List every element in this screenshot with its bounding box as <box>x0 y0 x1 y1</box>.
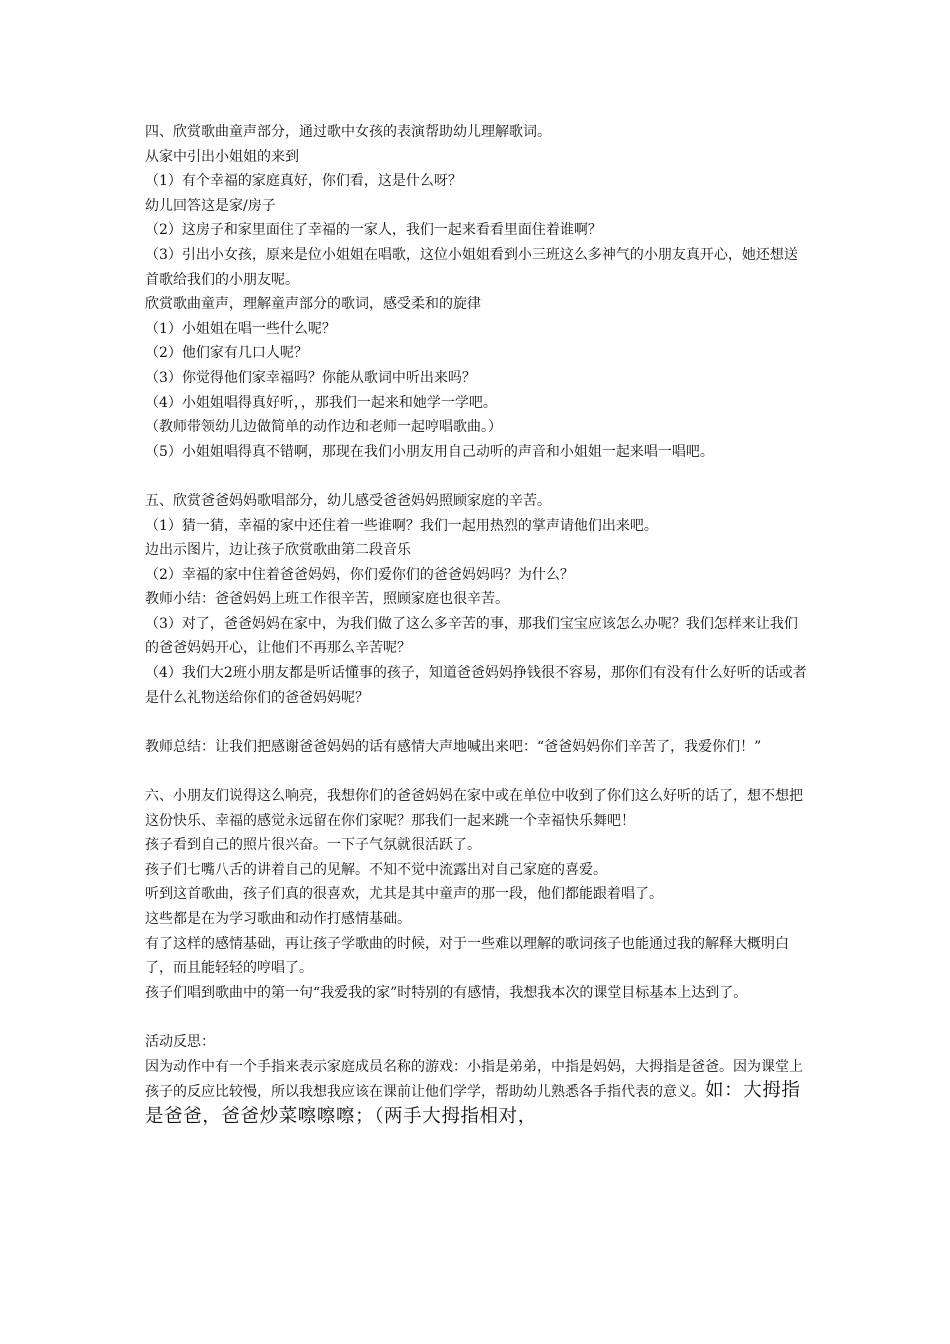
paragraph: 教师小结：爸爸妈妈上班工作很辛苦，照顾家庭也很辛苦。 <box>145 591 509 608</box>
section5-heading: 五、欣赏爸爸妈妈歌唱部分，幼儿感受爸爸妈妈照顾家庭的辛苦。 <box>145 492 551 509</box>
paragraph: （3）引出小女孩，原来是位小姐姐在唱歌，这位小姐姐看到小三班这么多神气的小朋友真开心，她还想送首歌给我们的小朋友呢。 <box>145 246 798 288</box>
blank-line <box>145 759 810 784</box>
paragraph: （4）小姐姐唱得真好听，，那我们一起来和她学一学吧。 <box>145 394 497 411</box>
paragraph: （1）有个幸福的家庭真好，你们看，这是什么呀？ <box>145 173 462 190</box>
paragraph: （5）小姐姐唱得真不错啊，那现在我们小朋友用自己动听的声音和小姐姐一起来唱一唱吧。 <box>145 443 714 460</box>
paragraph: （2）这房子和家里面住了幸福的一家人，我们一起来看看里面住着谁啊？ <box>145 222 602 239</box>
paragraph: （2）他们家有几口人呢？ <box>145 345 308 362</box>
document-body <box>145 120 810 1130</box>
reflection-heading: 活动反思： <box>145 1033 215 1050</box>
reflection-text: 因为动作中有一个手指来表示家庭成员名称的游戏：小指是弟弟，中指是妈妈，大拇指是爸爸。因为课堂上孩子的反应比较慢，所以我想我应该在课前让他们学学，帮助幼儿熟悉各手 <box>145 1058 803 1101</box>
reflection-text-end: 指代表的意义。 <box>607 1084 705 1101</box>
blank-line <box>145 1005 810 1030</box>
section4-heading: 四、欣赏歌曲童声部分，通过歌中女孩的表演帮助幼儿理解歌词。 <box>145 124 551 140</box>
paragraph <box>145 1055 810 1131</box>
teacher-summary: 教师总结：让我们把感谢爸爸妈妈的话有感情大声地喊出来吧：“爸爸妈妈你们辛苦了，我爱你们！” <box>145 738 762 755</box>
paragraph: 听到这首歌曲，孩子们真的很喜欢，尤其是其中童声的那一段，他们都能跟着唱了。 <box>145 886 663 903</box>
blank-line <box>145 464 810 489</box>
reflection-text-large: 如：大拇指是爸爸，爸爸炒菜嚓嚓嚓；（两手大拇指相对， <box>145 1080 801 1127</box>
paragraph: （教师带领幼儿边做简单的动作边和老师一起哼唱歌曲。） <box>145 419 502 436</box>
paragraph: 孩子们唱到歌曲中的第一句“我爱我的家”时特别的有感情，我想我本次的课堂目标基本上达到了。 <box>145 984 748 1001</box>
paragraph: （3）对了，爸爸妈妈在家中，为我们做了这么多辛苦的事，那我们宝宝应该怎么办呢？我们怎样来让我们的爸爸妈妈开心，让他们不再那么辛苦呢？ <box>145 615 798 657</box>
paragraph: 有了这样的感情基础，再让孩子学歌曲的时候，对于一些难以理解的歌词孩子也能通过我的解释大概明白了，而且能轻轻的哼唱了。 <box>145 935 789 977</box>
paragraph: （4）我们大2班小朋友都是听话懂事的孩子，知道爸爸妈妈挣钱很不容易，那你们有没有什么好听的话或者是什么礼物送给你们的爸爸妈妈呢？ <box>145 665 807 706</box>
paragraph: 孩子看到自己的照片很兴奋。一下子气氛就很活跃了。 <box>145 837 481 854</box>
paragraph: 孩子们七嘴八舌的讲着自己的见解。不知不觉中流露出对自己家庭的喜爱。 <box>145 861 607 878</box>
section6-heading: 六、小朋友们说得这么响亮，我想你们的爸爸妈妈在家中或在单位中收到了你们这么好听的话了，想不想把这份快乐、幸福的感觉永远留在你们家呢？那我们一起来跳一个幸福快乐舞吧！ <box>145 788 803 829</box>
paragraph: （1）小姐姐在唱一些什么呢？ <box>145 320 336 337</box>
paragraph: 幼儿回答这是家/房子 <box>145 197 276 214</box>
paragraph: （1）猜一猜，幸福的家中还住着一些谁啊？我们一起用热烈的掌声请他们出来吧。 <box>145 517 658 534</box>
paragraph: （2）幸福的家中住着爸爸妈妈，你们爱你们的爸爸妈妈吗？为什么？ <box>145 566 574 583</box>
paragraph: 从家中引出小姐姐的来到 <box>145 148 299 165</box>
paragraph: 欣赏歌曲童声，理解童声部分的歌词，感受柔和的旋律 <box>145 296 481 313</box>
blank-line <box>145 710 810 735</box>
paragraph: 这些都是在为学习歌曲和动作打感情基础。 <box>145 911 411 927</box>
paragraph: 边出示图片，边让孩子欣赏歌曲第二段音乐 <box>145 542 411 559</box>
paragraph: （3）你觉得他们家幸福吗？你能从歌词中听出来吗？ <box>145 369 476 386</box>
